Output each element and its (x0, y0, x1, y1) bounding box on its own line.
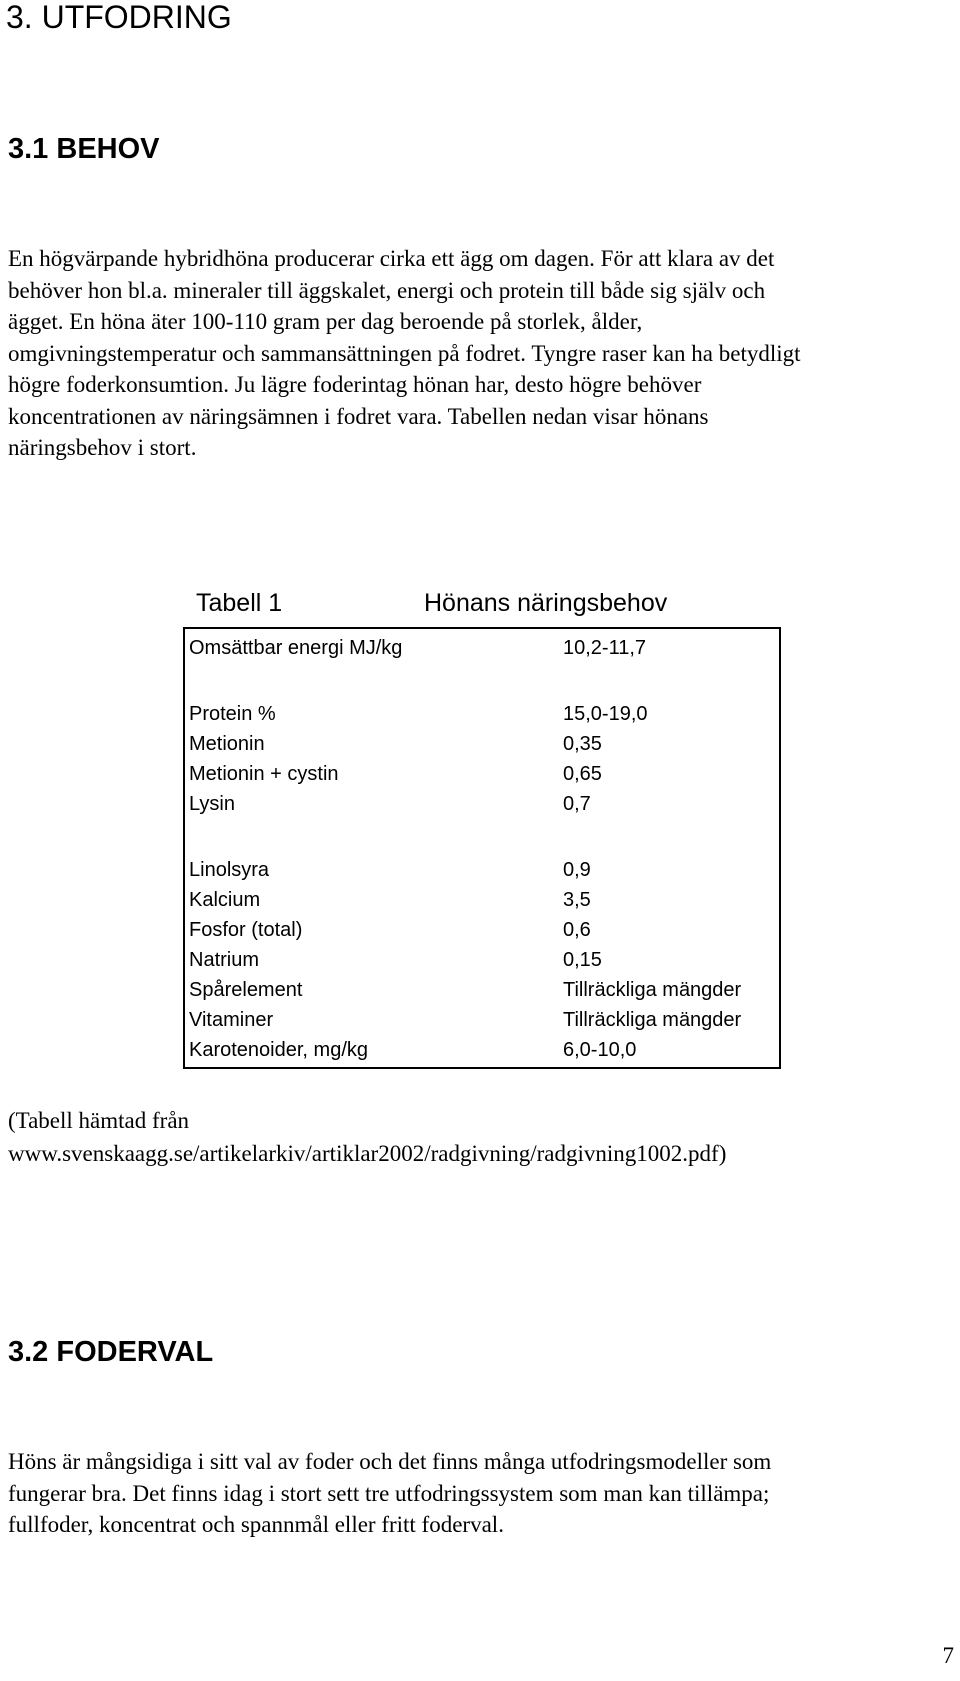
table-cell-name: Vitaminer (189, 1009, 274, 1031)
table-cell-value: 6,0-10,0 (563, 1039, 637, 1061)
table-cell-name: Linolsyra (189, 859, 270, 881)
paragraph-line: näringsbehov i stort. (8, 435, 197, 460)
table-cell-name: Fosfor (total) (189, 919, 303, 941)
table-title: Hönans näringsbehov (424, 589, 668, 617)
paragraph-line: fullfoder, koncentrat och spannmål eller fritt foderval. (8, 1512, 504, 1537)
table-source (8, 1104, 726, 1170)
table-row (185, 855, 779, 885)
table-cell-value: Tillräckliga mängder (563, 979, 742, 1001)
paragraph-line: högre foderkonsumtion. Ju lägre foderintag hönan har, desto högre behöver (8, 372, 702, 397)
table-cell-name: Karotenoider, mg/kg (189, 1039, 368, 1061)
table-source-line: (Tabell hämtad från (8, 1108, 190, 1133)
table-label: Tabell 1 (196, 589, 283, 617)
table-row (185, 975, 779, 1005)
table-cell-name: Protein % (189, 703, 276, 725)
paragraph-line: behöver hon bl.a. mineraler till äggskalet, energi och protein till både sig själv och (8, 277, 766, 303)
paragraph-line: omgivningstemperatur och sammansättningen på fodret. Tyngre raser kan ha betydligt (8, 340, 801, 366)
paragraph-line: ägget. En höna äter 100-110 gram per dag beroende på storlek, ålder, (8, 309, 643, 334)
table-row (185, 1035, 779, 1065)
paragraph-line: fungerar bra. Det finns idag i stort sett tre utfodringssystem som man kan tillämpa; (8, 1480, 770, 1506)
paragraph-line: Höns är mångsidiga i sitt val av foder och det finns många utfodringsmodeller som (8, 1449, 772, 1474)
table-row (185, 759, 779, 789)
table-source-url: www.svenskaagg.se/artikelarkiv/artiklar2002/radgivning/radgivning1002.pdf) (8, 1141, 727, 1166)
table-cell-value: 15,0-19,0 (563, 703, 648, 725)
table-cell-value: 0,6 (563, 919, 591, 941)
table-cell-value: 10,2-11,7 (563, 637, 647, 659)
paragraph-foderval (8, 1446, 771, 1541)
table-cell-name: Metionin (189, 733, 265, 755)
table-row (185, 633, 779, 663)
table-cell-name: Omsättbar energi MJ/kg (189, 637, 403, 659)
table-row (185, 789, 779, 819)
table-cell-value: 0,35 (563, 733, 602, 755)
subsection-title-foderval: 3.2 FODERVAL (8, 1336, 214, 1368)
paragraph-behov (8, 243, 801, 464)
table-row (185, 915, 779, 945)
subsection-title-behov: 3.1 BEHOV (8, 133, 160, 165)
table-cell-name: Natrium (189, 949, 260, 971)
table-cell-value: 0,7 (563, 793, 591, 815)
table-cell-value: 0,15 (563, 949, 602, 971)
table-row (185, 729, 779, 759)
table-cell-name: Lysin (189, 793, 235, 815)
table-row (185, 945, 779, 975)
table-cell-value: Tillräckliga mängder (563, 1009, 742, 1031)
table-cell-value: 0,65 (563, 763, 602, 785)
table-cell-value: 3,5 (563, 889, 591, 911)
table-cell-name: Spårelement (189, 979, 303, 1001)
table-row (185, 699, 779, 729)
table-cell-name: Kalcium (189, 889, 261, 911)
table-row (185, 885, 779, 915)
nutrition-table (183, 627, 781, 1069)
table-cell-name: Metionin + cystin (189, 763, 339, 785)
section-title: 3. UTFODRING (6, 0, 232, 35)
page-number: 7 (942, 1643, 954, 1668)
table-row (185, 1005, 779, 1035)
paragraph-line: koncentrationen av näringsämnen i fodret vara. Tabellen nedan visar hönans (8, 403, 709, 429)
table-cell-value: 0,9 (563, 859, 591, 881)
paragraph-line: En högvärpande hybridhöna producerar cirka ett ägg om dagen. För att klara av det (8, 246, 775, 271)
